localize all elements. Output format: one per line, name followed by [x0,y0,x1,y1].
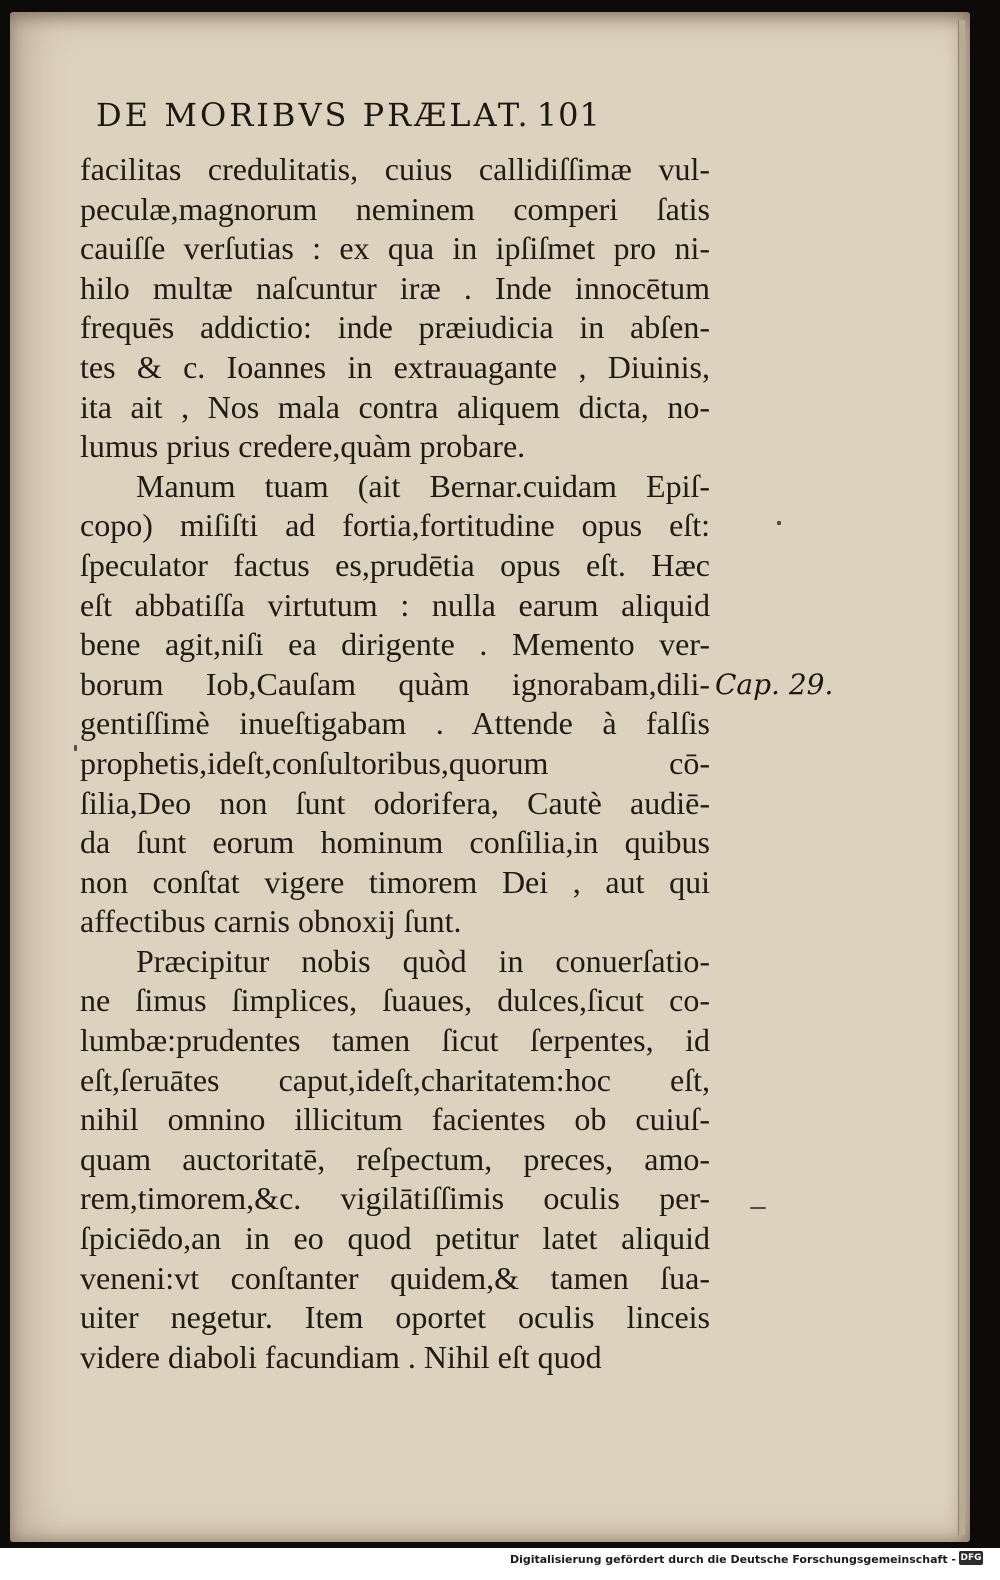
text-line: uiter negetur. Item oportet oculis linceis [80,1299,710,1336]
page-edge [958,20,965,1535]
text-line: rem,timorem,&c. vigilātiſſimis oculis per- [80,1180,710,1217]
text-line: copo) miſiſti ad fortia,fortitudine opus eſt: [80,507,710,544]
text-line: ne ſimus ſimplices, ſuaues, dulces,ſicut co- [80,982,710,1019]
text-line: eſt abbatiſſa virtutum : nulla earum aliquid [80,586,710,623]
text-line: affectibus carnis obnoxij ſunt. [80,903,462,940]
text-line: prophetis,ideſt,conſultoribus,quorum cō- [80,744,710,781]
text-line: Præcipitur nobis quòd in conuerſatio- [136,942,710,979]
margin-note: Cap. 29. [715,668,834,701]
text-line: nihil omnino illicitum facientes ob cuiuſ- [80,1101,710,1138]
text-line: borum Iob,Cauſam quàm ignorabam,dili- [80,665,710,702]
text-line: ſpiciēdo,an in eo quod petitur latet aliquid [80,1220,710,1257]
page-number: 101 [536,96,601,134]
text-line: frequēs addictio: inde præiudicia in abſen- [80,309,710,346]
text-line: gentiſſimè inueſtigabam . Attende à falſis [80,705,710,742]
text-line: ita ait , Nos mala contra aliquem dicta, no- [80,388,710,425]
text-line: ſpeculator factus es,prudētia opus eſt. Hæc [80,546,710,583]
text-line: cauiſſe verſutias : ex qua in ipſiſmet pro ni- [80,230,710,267]
ink-speck [74,745,77,751]
running-head [96,96,696,134]
text-line: Manum tuam (ait Bernar.cuidam Epiſ- [136,467,710,504]
text-line: lumus prius credere,quàm probare. [80,428,526,465]
text-line: non conſtat vigere timorem Dei , aut qui [80,863,710,900]
text-line: bene agit,niſi ea dirigente . Memento ver- [80,626,710,663]
text-line: hilo multæ naſcuntur iræ . Inde innocētum [80,269,710,306]
ink-speck [750,1207,766,1209]
text-line: videre diaboli facundiam . Nihil eſt quod [80,1338,602,1375]
running-head-title: DE MORIBVS PRÆLAT. [96,96,531,134]
body-text [80,150,710,1377]
digitization-credit: Digitalisierung gefördert durch die Deutsche Forschungsgemeinschaft - [509,1553,956,1566]
text-line: eſt,ſeruātes caput,ideſt,charitatem:hoc eſt, [80,1061,710,1098]
dfg-logo: DFG [960,1553,982,1563]
text-line: tes & c. Ioannes in extrauagante , Diuinis, [80,348,710,385]
text-line: veneni:vt conſtanter quidem,& tamen ſua- [80,1259,710,1296]
text-line: da ſunt eorum hominum conſilia,in quibus [80,824,710,861]
ink-speck [777,521,781,525]
text-line: ſilia,Deo non ſunt odorifera, Cautè audiē- [80,784,710,821]
text-line: facilitas credulitatis, cuius callidiſſimæ vul- [80,151,710,187]
text-line: quam auctoritatē, reſpectum, preces, amo- [80,1140,710,1177]
text-line: lumbæ:prudentes tamen ſicut ſerpentes, id [80,1022,710,1059]
text-line: peculæ,magnorum neminem comperi ſatis [80,190,710,227]
